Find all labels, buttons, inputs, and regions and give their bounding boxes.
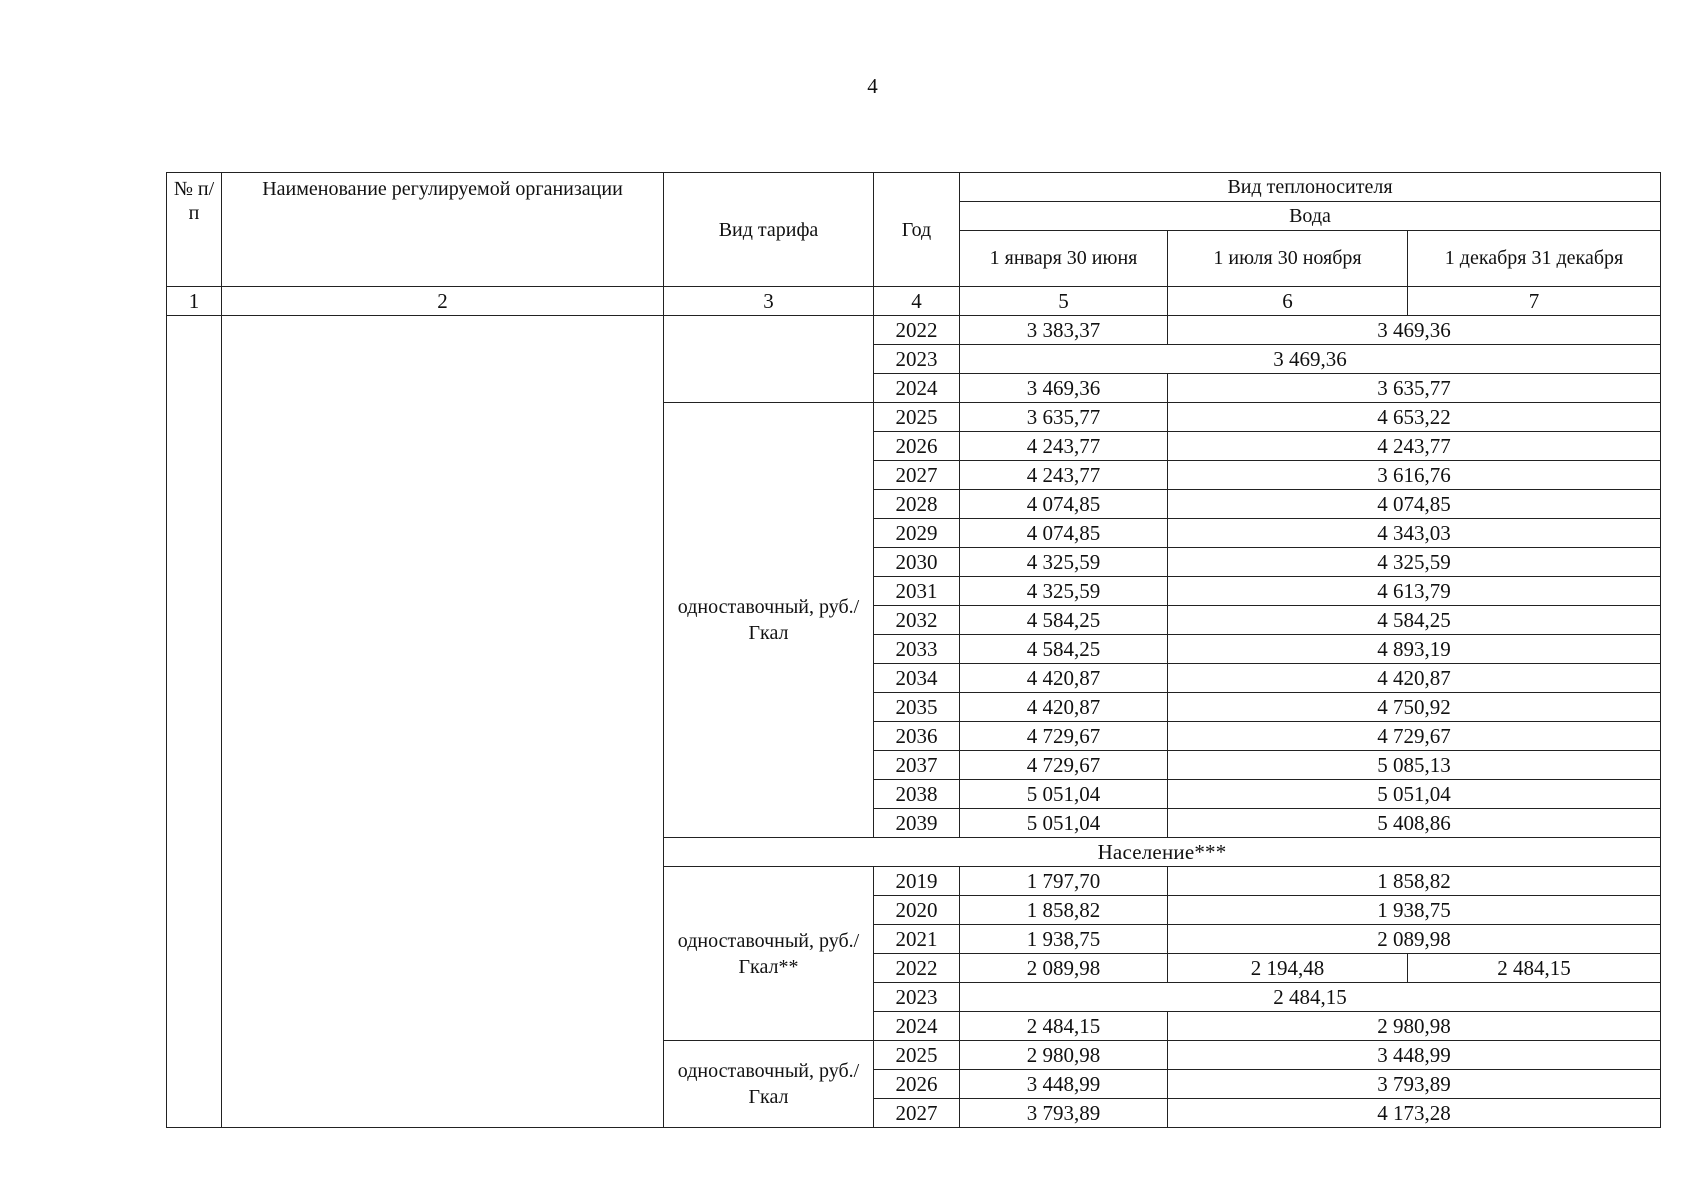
tariff-value: 1 858,82 (1168, 867, 1661, 896)
year-cell: 2023 (874, 983, 960, 1012)
tariff-value: 4 584,25 (960, 606, 1168, 635)
tariff-value: 2 484,15 (960, 983, 1661, 1012)
header-colnum-5: 5 (960, 287, 1168, 316)
tariff-value: 4 420,87 (960, 664, 1168, 693)
tariff-value: 4 613,79 (1168, 577, 1661, 606)
tariff-value: 4 729,67 (1168, 722, 1661, 751)
tariff-value: 2 980,98 (1168, 1012, 1661, 1041)
tariff-value: 4 584,25 (960, 635, 1168, 664)
tariff-value: 3 448,99 (1168, 1041, 1661, 1070)
year-cell: 2035 (874, 693, 960, 722)
header-num: № п/п (167, 173, 222, 287)
tariff-type-cell: одноставочный, руб./Гкал (664, 1041, 874, 1128)
year-cell: 2029 (874, 519, 960, 548)
tariff-value: 2 484,15 (960, 1012, 1168, 1041)
year-cell: 2027 (874, 461, 960, 490)
tariff-value: 2 980,98 (960, 1041, 1168, 1070)
tariff-value: 3 793,89 (960, 1099, 1168, 1128)
tariff-value: 4 750,92 (1168, 693, 1661, 722)
year-cell: 2019 (874, 867, 960, 896)
tariff-value: 3 469,36 (1168, 316, 1661, 345)
tariff-value: 3 448,99 (960, 1070, 1168, 1099)
year-cell: 2025 (874, 1041, 960, 1070)
tariff-value: 2 089,98 (1168, 925, 1661, 954)
header-year: Год (874, 173, 960, 287)
tariff-value: 4 173,28 (1168, 1099, 1661, 1128)
tariff-value: 5 051,04 (1168, 780, 1661, 809)
year-cell: 2026 (874, 1070, 960, 1099)
tariff-value: 3 793,89 (1168, 1070, 1661, 1099)
year-cell: 2028 (874, 490, 960, 519)
tariff-value: 3 635,77 (960, 403, 1168, 432)
tariff-value: 2 484,15 (1408, 954, 1661, 983)
year-cell: 2024 (874, 1012, 960, 1041)
year-cell: 2020 (874, 896, 960, 925)
tariff-value: 4 074,85 (960, 519, 1168, 548)
header-colnum-1: 1 (167, 287, 222, 316)
header-tariff-type: Вид тарифа (664, 173, 874, 287)
year-cell: 2039 (874, 809, 960, 838)
tariff-value: 1 938,75 (960, 925, 1168, 954)
tariff-value: 4 893,19 (1168, 635, 1661, 664)
tariff-value: 3 383,37 (960, 316, 1168, 345)
tariff-value: 4 325,59 (960, 577, 1168, 606)
tariff-value: 5 408,86 (1168, 809, 1661, 838)
header-heat-carrier: Вид теплоносителя (960, 173, 1661, 202)
tariff-value: 4 074,85 (960, 490, 1168, 519)
tariff-type-cell (664, 316, 874, 403)
tariff-value: 4 243,77 (960, 432, 1168, 461)
year-cell: 2022 (874, 316, 960, 345)
year-cell: 2032 (874, 606, 960, 635)
tariff-value: 4 653,22 (1168, 403, 1661, 432)
year-cell: 2024 (874, 374, 960, 403)
year-cell: 2027 (874, 1099, 960, 1128)
header-colnum-3: 3 (664, 287, 874, 316)
tariff-value: 4 420,87 (960, 693, 1168, 722)
tariff-value: 4 325,59 (960, 548, 1168, 577)
year-cell: 2036 (874, 722, 960, 751)
tariff-type-cell: одноставочный, руб./Гкал** (664, 867, 874, 1041)
tariff-value: 4 584,25 (1168, 606, 1661, 635)
header-colnum-2: 2 (222, 287, 664, 316)
year-cell: 2021 (874, 925, 960, 954)
tariff-value: 1 797,70 (960, 867, 1168, 896)
tariff-value: 3 469,36 (960, 374, 1168, 403)
tariff-value: 4 343,03 (1168, 519, 1661, 548)
tariff-value: 2 194,48 (1168, 954, 1408, 983)
year-cell: 2030 (874, 548, 960, 577)
population-section-label: Население*** (664, 838, 1661, 867)
header-period-1: 1 января 30 июня (960, 231, 1168, 287)
tariff-value: 3 635,77 (1168, 374, 1661, 403)
tariff-value: 1 858,82 (960, 896, 1168, 925)
year-cell: 2026 (874, 432, 960, 461)
header-water: Вода (960, 202, 1661, 231)
header-period-2: 1 июля 30 ноября (1168, 231, 1408, 287)
tariff-value: 4 325,59 (1168, 548, 1661, 577)
tariff-value: 4 074,85 (1168, 490, 1661, 519)
header-colnum-4: 4 (874, 287, 960, 316)
header-period-3: 1 декабря 31 декабря (1408, 231, 1661, 287)
table-row (167, 316, 1661, 345)
header-organization: Наименование регулируемой организации (222, 173, 664, 287)
tariff-value: 5 051,04 (960, 809, 1168, 838)
tariff-value: 4 420,87 (1168, 664, 1661, 693)
year-cell: 2031 (874, 577, 960, 606)
tariff-value: 4 243,77 (960, 461, 1168, 490)
year-cell: 2022 (874, 954, 960, 983)
num-cell (167, 316, 222, 1128)
header-colnum-7: 7 (1408, 287, 1661, 316)
year-cell: 2038 (874, 780, 960, 809)
year-cell: 2034 (874, 664, 960, 693)
page-number: 4 (867, 74, 878, 98)
tariff-table (166, 172, 1661, 1128)
tariff-value: 4 729,67 (960, 751, 1168, 780)
tariff-type-cell: одноставочный, руб./Гкал (664, 403, 874, 838)
tariff-value: 4 243,77 (1168, 432, 1661, 461)
tariff-value: 2 089,98 (960, 954, 1168, 983)
tariff-value: 3 616,76 (1168, 461, 1661, 490)
tariff-value: 5 051,04 (960, 780, 1168, 809)
tariff-value: 3 469,36 (960, 345, 1661, 374)
year-cell: 2025 (874, 403, 960, 432)
year-cell: 2023 (874, 345, 960, 374)
header-colnum-6: 6 (1168, 287, 1408, 316)
tariff-value: 4 729,67 (960, 722, 1168, 751)
tariff-value: 5 085,13 (1168, 751, 1661, 780)
tariff-value: 1 938,75 (1168, 896, 1661, 925)
organization-cell (222, 316, 664, 1128)
year-cell: 2037 (874, 751, 960, 780)
year-cell: 2033 (874, 635, 960, 664)
